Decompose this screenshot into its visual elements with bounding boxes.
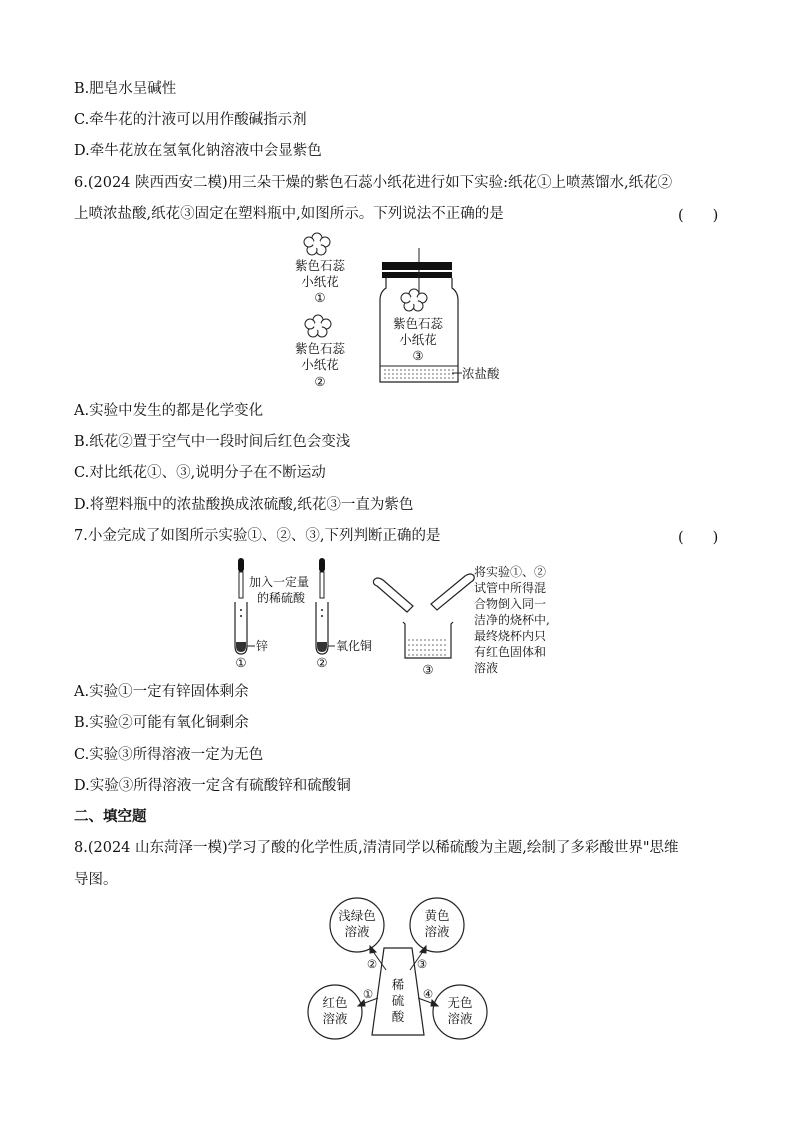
q6-option-c: C.对比纸花①、③,说明分子在不断运动 xyxy=(74,465,326,481)
flower-1-label-b: 小纸花 xyxy=(301,274,339,289)
note-line-1: 将实验①、② xyxy=(474,565,547,579)
q8-stem-line2: 导图。 xyxy=(74,872,118,888)
node-topleft-b: 溶液 xyxy=(344,924,370,939)
note-line-3: 合物倒入同一 xyxy=(474,597,547,611)
flower-2-num: ② xyxy=(314,374,326,389)
dropper-label-b: 的稀硫酸 xyxy=(257,591,306,605)
test-tube-2 xyxy=(316,602,328,654)
beaker xyxy=(403,622,453,658)
beaker-num: ③ xyxy=(422,662,434,677)
q6-stem-line2: 上喷浓盐酸,纸花③固定在塑料瓶中,如图所示。下列说法不正确的是 xyxy=(74,206,504,222)
node-right-b: 溶液 xyxy=(447,1011,473,1026)
flower-2-icon xyxy=(305,315,331,337)
center-a: 稀 xyxy=(391,977,405,992)
center-b: 硫 xyxy=(391,993,405,1008)
num-2: ② xyxy=(366,957,378,971)
q7-option-c: C.实验③所得溶液一定为无色 xyxy=(74,747,264,763)
tube-1-label: 锌 xyxy=(256,639,269,653)
flower-2-label-b: 小纸花 xyxy=(301,357,339,372)
q6-option-d: D.将塑料瓶中的浓盐酸换成浓硫酸,纸花③一直为紫色 xyxy=(74,497,414,513)
q6-stem-line1: 6.(2024 陕西西安二模)用三朵干燥的紫色石蕊小纸花进行如下实验:纸花①上喷蒸馏水,纸花② xyxy=(74,175,673,191)
note-line-5: 最终烧杯内只 xyxy=(474,629,547,643)
flower-3-label-a: 紫色石蕊 xyxy=(392,316,444,331)
q5-option-b: B.肥皂水呈碱性 xyxy=(74,81,177,97)
center-c: 酸 xyxy=(391,1009,405,1024)
q6-figure xyxy=(280,228,520,398)
flower-2-label-a: 紫色石蕊 xyxy=(294,341,346,356)
node-topright-a: 黄色 xyxy=(424,908,450,923)
note-line-6: 有红色固体和 xyxy=(474,645,547,659)
dropper-label-a: 加入一定量 xyxy=(249,575,310,589)
q7-stem: 7.小金完成了如图所示实验①、②、③,下列判断正确的是 xyxy=(74,528,441,544)
num-4: ④ xyxy=(422,987,434,1001)
tube-1-num: ① xyxy=(235,655,247,670)
dropper-1-icon xyxy=(238,558,244,598)
acid-label: 浓盐酸 xyxy=(462,366,500,381)
q7-answer-paren: ( ) xyxy=(678,530,719,546)
node-left-a: 红色 xyxy=(322,995,348,1010)
q6-option-b: B.纸花②置于空气中一段时间后红色会变浅 xyxy=(74,434,351,450)
section-2-title: 二、填空题 xyxy=(74,809,147,825)
node-topright-b: 溶液 xyxy=(424,924,450,939)
flower-3-num: ③ xyxy=(412,348,424,363)
q5-option-d: D.牵牛花放在氢氧化钠溶液中会显紫色 xyxy=(74,143,322,159)
test-tube-1 xyxy=(235,602,247,654)
tube-2-num: ② xyxy=(316,655,328,670)
tube-2-label: 氧化铜 xyxy=(336,639,373,653)
note-line-2: 试管中所得混 xyxy=(474,581,547,595)
node-topleft-a: 浅绿色 xyxy=(338,908,376,923)
q6-answer-paren: ( ) xyxy=(678,208,719,224)
node-left-b: 溶液 xyxy=(322,1011,348,1026)
flower-1-label-a: 紫色石蕊 xyxy=(294,258,346,273)
q7-figure xyxy=(225,556,575,680)
note-line-4: 洁净的烧杯中, xyxy=(474,613,550,627)
q5-option-c: C.牵牛花的汁液可以用作酸碱指示剂 xyxy=(74,112,307,128)
q7-option-a: A.实验①一定有锌固体剩余 xyxy=(74,684,249,700)
note-line-7: 溶液 xyxy=(474,661,499,675)
num-3: ③ xyxy=(416,957,428,971)
q8-stem-line1: 8.(2024 山东菏泽一模)学习了酸的化学性质,清清同学以稀硫酸为主题,绘制了多彩酸世界"思维 xyxy=(74,840,679,856)
flower-1-icon xyxy=(304,233,330,255)
dropper-2-icon xyxy=(319,558,325,598)
q7-option-d: D.实验③所得溶液一定含有硫酸锌和硫酸铜 xyxy=(74,778,351,794)
q7-option-b: B.实验②可能有氧化铜剩余 xyxy=(74,715,249,731)
q8-mind-map xyxy=(300,890,500,1050)
node-right-a: 无色 xyxy=(447,995,473,1010)
q6-option-a: A.实验中发生的都是化学变化 xyxy=(74,403,264,419)
flower-1-num: ① xyxy=(314,290,326,305)
pouring-tubes xyxy=(373,574,474,612)
flower-3-label-b: 小纸花 xyxy=(399,332,437,347)
num-1: ① xyxy=(362,987,374,1001)
